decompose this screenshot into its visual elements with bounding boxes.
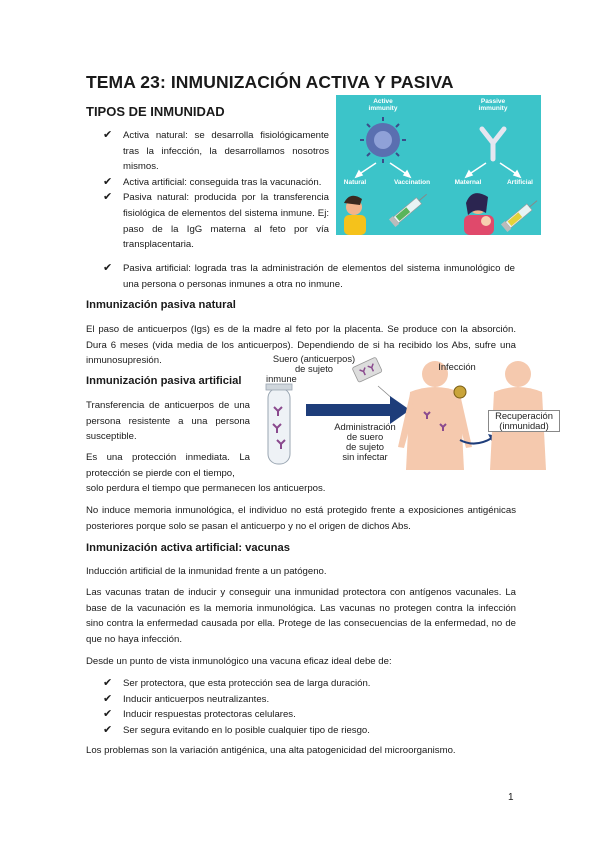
- list-item: ✔ Ser segura evitando en lo posible cualquier tipo de riesgo.: [103, 723, 515, 739]
- page-number: 1: [508, 792, 514, 803]
- active-immunity-label: Active immunity: [368, 98, 398, 112]
- pasiva-artificial-p1: Transferencia de anticuerpos de una persona resistente a una persona susceptible.: [86, 400, 250, 443]
- pasiva-artificial-p2: Es una protección inmediata. La protección se pierde con el tiempo,: [86, 452, 250, 479]
- pasiva-artificial-p2b: solo perdura el tiempo que permanecen los anticuerpos.: [86, 483, 326, 494]
- list-item: ✔ Activa artificial: conseguida tras la vacunación.: [103, 175, 329, 191]
- page-title: TEMA 23: INMUNIZACIÓN ACTIVA Y PASIVA: [86, 72, 454, 92]
- syringe-icon: [501, 197, 540, 232]
- pasiva-natural-heading: Inmunización pasiva natural: [86, 299, 236, 311]
- vacuna-list: [103, 676, 515, 738]
- passive-immunity-label: Passive immunity: [478, 98, 508, 112]
- infeccion-label: Infección: [438, 361, 476, 372]
- activa-artificial-p4: Los problemas son la variación antigénica, una alta patogenicidad del microorganismo.: [86, 745, 456, 756]
- activa-artificial-heading: Inmunización activa artificial: vacunas: [86, 542, 290, 554]
- check-icon: ✔: [103, 692, 113, 705]
- serum-transfer-diagram: [260, 352, 560, 470]
- list-item: ✔ Inducir anticuerpos neutralizantes.: [103, 692, 515, 708]
- check-icon: ✔: [103, 723, 113, 736]
- virus-icon: [454, 386, 466, 398]
- pasiva-artificial-p3: No induce memoria inmunológica, el individuo no está protegido frente a exposiciones antigénicas posteriores porque solo se pasan el anticuerpo y no el origen de dichos Abs.: [86, 505, 516, 532]
- check-icon: ✔: [103, 262, 113, 274]
- check-icon: ✔: [103, 191, 113, 204]
- activa-artificial-p1: Inducción artificial de la inmunidad frente a un patógeno.: [86, 566, 327, 577]
- vaccination-label: Vaccination: [393, 179, 431, 186]
- administracion-label: Administración de suero de sujeto sin infectar: [334, 421, 396, 462]
- syringe-icon: [389, 190, 430, 227]
- antibody-icon: [482, 129, 504, 159]
- list-item: ✔ Activa natural: se desarrolla fisiológicamente tras la infección, la desarrollamos nosotros mismos.: [103, 129, 329, 173]
- maternal-label: Maternal: [454, 179, 482, 186]
- tipos-heading: TIPOS DE INMUNIDAD: [86, 104, 225, 119]
- list-item: ✔ Inducir respuestas protectoras celulares.: [103, 707, 515, 723]
- recovered-person-icon: [505, 361, 531, 387]
- arrow-icon: [306, 396, 410, 424]
- recuperacion-label: Recuperación (inmunidad): [488, 410, 560, 432]
- artificial-label: Artificial: [506, 179, 533, 186]
- list-item: ✔ Pasiva artificial: lograda tras la administración de elementos del sistema inmunológico de una persona o personas inmunes a otra no inmune.: [103, 262, 515, 290]
- check-icon: ✔: [103, 129, 113, 141]
- illustration-graphics: [336, 95, 541, 235]
- immunity-illustration: [336, 95, 541, 235]
- activa-artificial-p2: Las vacunas tratan de inducir y conseguir una inmunidad protectora con antígenos vacunales. La base de la vacunación es la memoria inmunológica. Las vacunas no protegen contra la infección sino contra la enfermedad causada por ella. Protege de las consecuencias de la enfermedad, no de que no haya infección.: [86, 587, 516, 645]
- check-icon: ✔: [103, 677, 113, 689]
- list-item: ✔ Ser protectora, que esta protección sea de larga duración.: [103, 676, 515, 692]
- check-icon: ✔: [103, 175, 113, 188]
- list-item: ✔ Pasiva natural: producida por la transferencia fisiológica de elementos del sistema inmune. Ej: paso de la IgG materna al feto por vía transplacentaria.: [103, 191, 329, 251]
- check-icon: ✔: [103, 708, 113, 721]
- activa-artificial-p3: Desde un punto de vista inmunológico una vacuna eficaz ideal debe de:: [86, 656, 392, 667]
- tipos-list: [103, 128, 329, 253]
- natural-label: Natural: [343, 179, 367, 186]
- tipos-list-wide: [103, 261, 515, 292]
- pasiva-natural-text: El paso de anticuerpos (Igs) es de la madre al feto por la placenta. Se produce con la absorción. Dura 6 meses (vida media de los anticuerpos). Dependiendo de si ha recibido los Abs, sufre una inmunosupresión.: [86, 324, 516, 367]
- pasiva-artificial-heading: Inmunización pasiva artificial: [86, 375, 242, 387]
- suero-label: Suero (anticuerpos) de sujeto inmune: [266, 353, 356, 384]
